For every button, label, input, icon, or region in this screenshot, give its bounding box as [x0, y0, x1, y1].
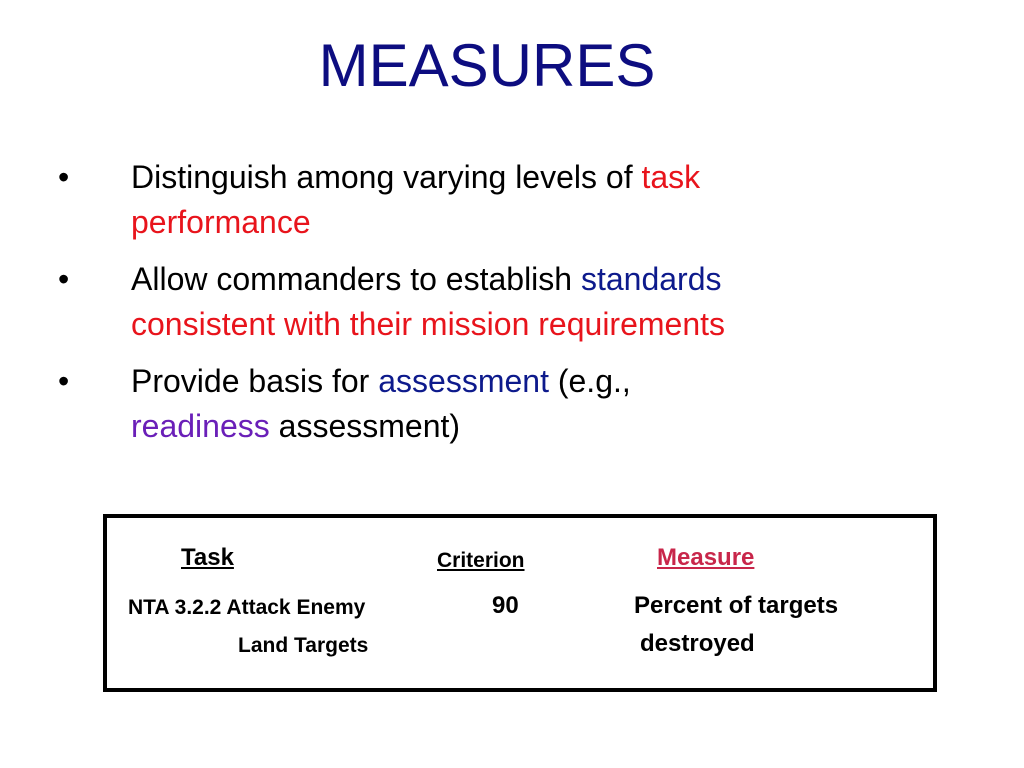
bullet-text: Distinguish among varying levels of: [131, 159, 642, 195]
bullet-emphasis: assessment: [378, 363, 549, 399]
column-header-task: Task: [181, 544, 234, 571]
bullet-emphasis: standards: [580, 261, 722, 297]
column-header-measure: Measure: [657, 544, 755, 571]
bullet-item: [58, 155, 958, 245]
measure-text-line1: Percent of targets: [634, 592, 839, 619]
criterion-value: 90: [492, 592, 519, 619]
bullet-text: Allow commanders to establish: [131, 261, 581, 297]
task-name-line2: Land Targets: [238, 634, 369, 657]
bullet-emphasis: consistent with their mission requirements: [131, 306, 726, 342]
slide-title: MEASURES: [318, 32, 656, 99]
bullet-text: Provide basis for: [131, 363, 379, 399]
bullet-emphasis: task: [641, 159, 701, 195]
bullet-text: assessment): [269, 408, 461, 444]
measure-text-line2: destroyed: [640, 630, 755, 657]
task-name-line1: NTA 3.2.2 Attack Enemy: [128, 596, 366, 619]
bullet-text: (e.g.,: [548, 363, 631, 399]
bullet-marker: •: [58, 363, 70, 399]
bullet-emphasis: performance: [131, 204, 311, 240]
bullet-marker: •: [58, 159, 70, 195]
bullet-marker: •: [58, 261, 70, 297]
column-header-criterion: Criterion: [437, 549, 525, 572]
bullet-item: [58, 257, 958, 347]
example-box: [103, 514, 937, 692]
bullet-list: [58, 155, 958, 461]
bullet-emphasis: readiness: [131, 408, 270, 444]
bullet-item: [58, 359, 958, 449]
